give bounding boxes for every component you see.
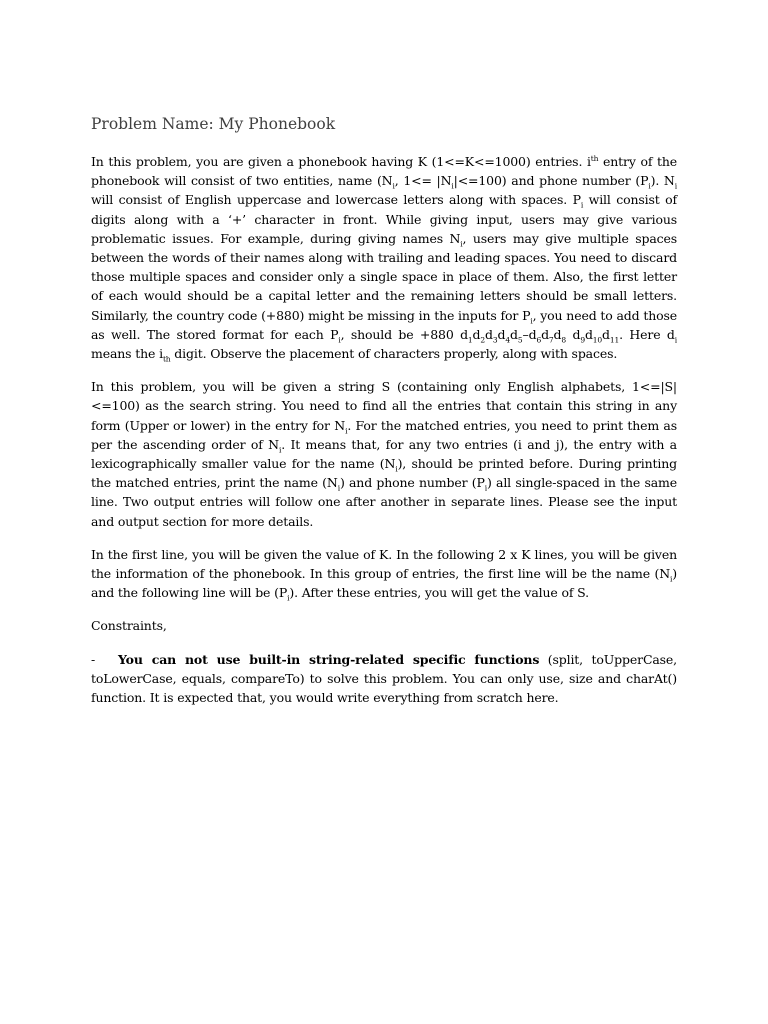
page-title: Problem Name: My Phonebook (91, 115, 336, 133)
paragraph-description: In this problem, you are given a phonebook having K (1<=K<=1000) entries. $i^{th}$ entry of the phonebook will consist of two entities, name ($N_i$, $1<= |N_i|<=100$) and phone number $(P_i)$. $N_i$ will consist of English uppercase and lowercase letters along with spaces. $P_i$ will consist of digits along with a ‘+’ character in front. While giving input, users may give various problematic issues. For example, during giving names $N_i$, users may give multiple spaces between the words of their names along with trailing and leading spaces. You need to discard those multiple spaces and consider only a single space in place of them. Also, the first letter of each would should be a capital letter and the remaining letters should be small letters. Similarly, the country code (+880) might be missing in the inputs for $P_i$, you need to add those as well. The stored format for each $P_i$, should be +880 $d_1d_2d_3d_4d_5-d_6d_7d_8$ $d_9d_{10}d_{11}$. Here $d_i$ means the $i_{th}$ digit. Observe the placement of characters properly, along with spaces. (91, 153, 678, 364)
paragraph-input-format: In the first line, you will be given the value of K. In the following 2 x K lines, you will be given the information of the phonebook. In this group of entries, the first line will be the name $(N_i)$ and the following line will be $(P_i)$. After these entries, you will get the value of S. (91, 546, 677, 603)
constraint-bullet (91, 650, 677, 708)
constraints-label: Constraints, (91, 618, 167, 634)
paragraph-search: In this problem, you will be given a string S (containing only English alphabets, 1<=|S|<=100) as the search string. You need to find all the entries that contain this string in any form (Upper or lower) in the entry for $N_i$. For the matched entries, you need to print them as per the ascending order of $N_i$. It means that, for any two entries (i and j), the entry with a lexicographically smaller value for the name $(N_i)$, should be printed before. During printing the matched entries, print the name $(N_i)$ and phone number $(P_i)$ all single-spaced in the same line. Two output entries will follow one after another in separate lines. Please see the input and output section for more details. (91, 379, 678, 529)
bullet-dash: - (91, 651, 96, 667)
document-page (91, 112, 677, 721)
constraint-bold-text: You can not use built-in string-related specific functions (118, 651, 540, 667)
constraint-text: (split, toUpperCase, toLowerCase, equals, compareTo) to solve this problem. You can only use, size and charAt() function. It is expected that, you would write everything from scratch here. (91, 651, 677, 706)
